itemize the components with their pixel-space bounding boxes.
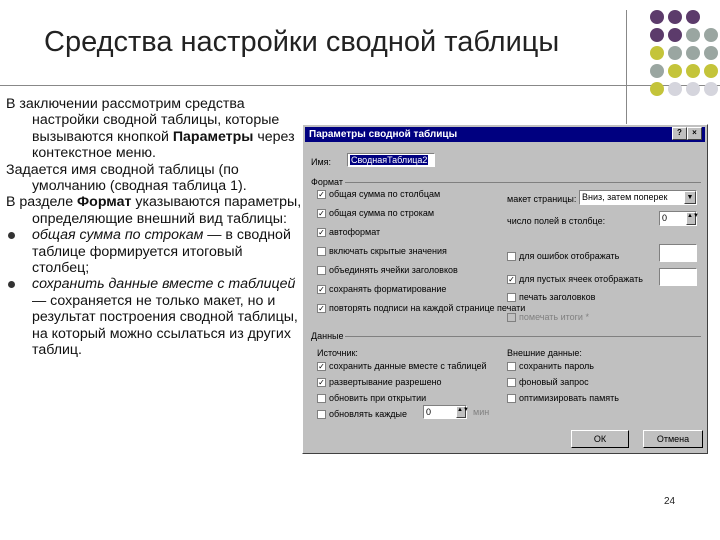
mark-totals-label: помечать итоги * (519, 312, 589, 322)
decorative-dot (668, 28, 682, 42)
print-titles-label: печать заголовков (519, 292, 596, 302)
source-option-checkbox[interactable]: ✓ (318, 362, 325, 371)
decorative-dot (704, 82, 718, 96)
decorative-dot (686, 46, 700, 60)
name-label: Имя: (311, 157, 332, 167)
page-number: 24 (664, 496, 676, 507)
decorative-dot (704, 28, 718, 42)
errors-checkbox[interactable] (507, 252, 516, 261)
format-group-line (345, 182, 701, 183)
external-data-label: Внешние данные: (507, 348, 582, 358)
format-option-checkbox[interactable] (317, 266, 326, 275)
format-option-checkbox[interactable] (317, 247, 326, 256)
external-option-checkbox[interactable] (507, 378, 516, 387)
name-input[interactable]: СводнаяТаблица2 (347, 153, 435, 167)
format-option-checkbox[interactable]: ✓ (318, 190, 325, 199)
decorative-dot (650, 46, 664, 60)
source-option-checkbox[interactable]: ✓ (318, 378, 325, 387)
external-option-checkbox[interactable] (507, 362, 516, 371)
decorative-dot (668, 82, 682, 96)
chevron-down-icon[interactable]: ▼ (684, 191, 696, 204)
external-option-label: оптимизировать память (519, 393, 619, 403)
source-option-checkbox[interactable] (317, 394, 326, 403)
data-group-line (345, 336, 701, 337)
format-option-label: общая сумма по строкам (329, 208, 435, 218)
layout-label: макет страницы: (507, 194, 577, 204)
slide-title: Средства настройки сводной таблицы (44, 26, 560, 58)
decorative-dot (650, 28, 664, 42)
errors-label: для ошибок отображать (519, 251, 620, 261)
external-option-checkbox[interactable] (507, 394, 516, 403)
empty-cells-checkbox[interactable]: ✓ (508, 275, 515, 284)
format-option-label: автоформат (329, 227, 381, 237)
empty-cells-label: для пустых ячеек отображать (519, 274, 643, 284)
fields-per-column-input[interactable]: 0 ▲▼ (659, 211, 697, 226)
bullet-icon (8, 232, 15, 239)
decorative-dot (668, 64, 682, 78)
close-button[interactable]: × (687, 127, 702, 140)
format-option-label: сохранять форматирование (329, 284, 447, 294)
decorative-dot (686, 28, 700, 42)
source-option-label: обновить при открытии (329, 393, 427, 403)
refresh-interval-input[interactable]: 0 ▲▼ (423, 405, 467, 419)
decorative-dot (686, 64, 700, 78)
dialog-title-bar: Параметры сводной таблицы (305, 127, 705, 142)
decorative-dot (668, 46, 682, 60)
format-option-checkbox[interactable]: ✓ (318, 209, 325, 218)
format-option-checkbox[interactable]: ✓ (318, 285, 325, 294)
print-titles-checkbox[interactable] (507, 293, 516, 302)
format-option-label: повторять подписи на каждой странице печати (329, 303, 526, 313)
decorative-dot (668, 10, 682, 24)
source-option-label: сохранить данные вместе с таблицей (329, 361, 487, 371)
decorative-dot (650, 10, 664, 24)
paragraph-name: Задается имя сводной таблицы (по умолчанию (сводная таблица 1). (6, 161, 247, 195)
decorative-dot (650, 64, 664, 78)
source-label: Источник: (317, 348, 358, 358)
format-option-label: общая сумма по столбцам (329, 189, 441, 199)
errors-input[interactable] (659, 244, 697, 262)
spinner-icon[interactable]: ▲▼ (456, 406, 466, 418)
decorative-dot (686, 82, 700, 96)
decorative-dots (632, 10, 720, 120)
paragraph-intro: В заключении рассмотрим средства настройки сводной таблицы, которые вызываются кнопкой Параметры через контекстное меню. (6, 96, 295, 162)
fields-per-column-label: число полей в столбце: (507, 216, 606, 226)
format-option-checkbox[interactable]: ✓ (318, 304, 325, 313)
format-option-label: включать скрытые значения (329, 246, 447, 256)
decorative-dot (686, 10, 700, 24)
layout-select[interactable]: Вниз, затем поперек ▼ (579, 190, 697, 205)
decorative-dot (650, 82, 664, 96)
external-option-label: сохранить пароль (519, 361, 594, 371)
ok-button[interactable]: ОК (571, 430, 629, 448)
cancel-button[interactable]: Отмена (643, 430, 703, 448)
divider-horizontal (0, 85, 720, 86)
format-option-label: объединять ячейки заголовков (329, 265, 458, 275)
help-button[interactable]: ? (672, 127, 687, 140)
source-option-label: развертывание разрешено (329, 377, 442, 387)
data-group-label: Данные (311, 331, 344, 341)
pivot-options-dialog (302, 124, 708, 454)
bullet-icon (8, 281, 15, 288)
format-option-checkbox[interactable]: ✓ (318, 228, 325, 237)
refresh-unit-label: мин (473, 407, 490, 417)
source-option-checkbox[interactable] (317, 410, 326, 419)
paragraph-format: В разделе Формат указываются параметры, определяющие внешний вид таблицы: (6, 194, 302, 227)
bullet-save-data: сохранить данные вместе с таблицей — сохраняется не только макет, но и результат построения сводной таблицы, на который можно ссылаться из других таблиц. (6, 276, 302, 358)
divider-vertical (626, 10, 627, 130)
decorative-dot (704, 64, 718, 78)
source-option-label: обновлять каждые (329, 409, 408, 419)
bullet-row-totals: общая сумма по строкам — в сводной таблице формируется итоговый столбец; (6, 227, 302, 276)
spinner-icon[interactable]: ▲▼ (686, 212, 696, 225)
slide-body (6, 96, 302, 359)
format-group-label: Формат (311, 177, 343, 187)
decorative-dot (704, 46, 718, 60)
mark-totals-checkbox[interactable] (507, 313, 516, 322)
empty-cells-input[interactable] (659, 268, 697, 286)
external-option-label: фоновый запрос (519, 377, 589, 387)
